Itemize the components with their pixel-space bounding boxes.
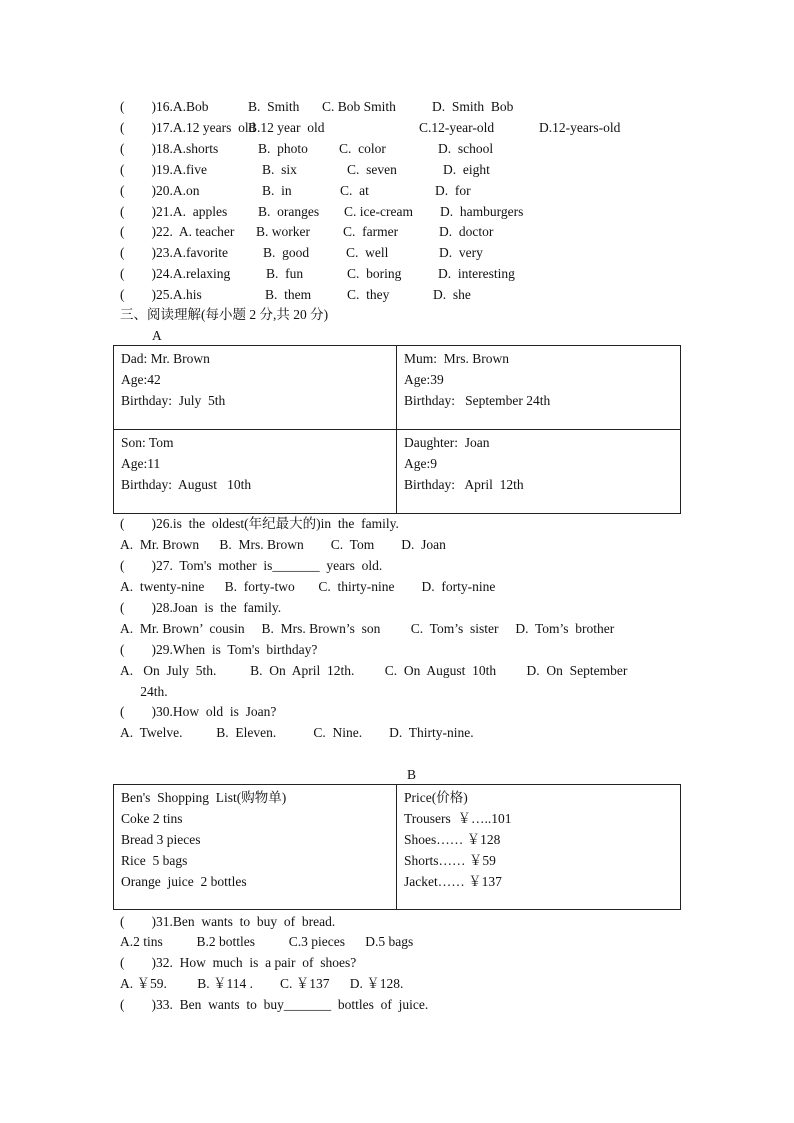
mum-birthday: Birthday: September 24th xyxy=(404,393,551,408)
price-item: Jacket…… ￥137 xyxy=(404,874,502,889)
son-birthday: Birthday: August 10th xyxy=(121,477,252,492)
passage-a-label: A xyxy=(152,328,162,343)
cloze-stem: ( )16.A.Bob xyxy=(120,99,209,114)
mum-name: Mum: Mrs. Brown xyxy=(404,351,510,366)
daughter-birthday: Birthday: April 12th xyxy=(404,477,524,492)
cloze-option-b: B. Smith xyxy=(248,99,300,114)
cloze-option-b: B. fun xyxy=(266,266,304,282)
cloze-option-c: C. color xyxy=(339,140,386,156)
cloze-option-d: D. for xyxy=(435,182,471,198)
options-31: A.2 tins B.2 bottles C.3 pieces D.5 bags xyxy=(120,934,414,949)
shopping-table xyxy=(113,784,681,910)
mum-age: Age:39 xyxy=(404,372,444,387)
daughter-cell xyxy=(397,430,681,514)
cloze-option-b: B. photo xyxy=(258,140,308,156)
dad-cell xyxy=(114,346,397,430)
daughter-name: Daughter: Joan xyxy=(404,435,490,450)
cloze-stem: ( )18.A.shorts xyxy=(120,140,219,156)
cloze-option-c: C. boring xyxy=(347,266,402,282)
price-cell xyxy=(397,785,681,910)
options-29-cont: 24th. xyxy=(120,684,168,699)
cloze-stem: ( )23.A.favorite xyxy=(120,245,228,261)
mum-cell xyxy=(397,346,681,430)
price-item: Trousers ￥…..101 xyxy=(404,811,512,826)
question-32: ( )32. How much is a pair of shoes? xyxy=(120,955,357,970)
shopping-list-cell xyxy=(114,785,397,910)
cloze-option-d: D. very xyxy=(439,245,483,261)
cloze-option-d: D. school xyxy=(438,140,494,156)
son-name: Son: Tom xyxy=(121,435,174,450)
cloze-stem: ( )24.A.relaxing xyxy=(120,266,231,282)
dad-age: Age:42 xyxy=(121,372,161,387)
question-31: ( )31.Ben wants to buy of bread. xyxy=(120,914,336,929)
dad-name: Dad: Mr. Brown xyxy=(121,351,210,366)
shopping-item: Bread 3 pieces xyxy=(121,832,201,847)
section-title: 三、阅读理解(每小题 2 分,共 20 分) xyxy=(120,307,329,322)
options-26: A. Mr. Brown B. Mrs. Brown C. Tom D. Joan xyxy=(120,537,446,552)
cloze-option-d: D. she xyxy=(433,287,471,303)
shopping-item: Coke 2 tins xyxy=(121,811,183,826)
cloze-option-c: C. seven xyxy=(347,161,397,177)
question-29: ( )29.When is Tom's birthday? xyxy=(120,642,318,657)
cloze-option-c: C. well xyxy=(346,245,389,261)
cloze-stem: ( )25.A.his xyxy=(120,287,202,303)
shopping-item: Orange juice 2 bottles xyxy=(121,874,247,889)
shopping-item: Rice 5 bags xyxy=(121,853,188,868)
price-item: Shoes…… ￥128 xyxy=(404,832,501,847)
cloze-option-b: B. six xyxy=(262,161,297,177)
options-27: A. twenty-nine B. forty-two C. thirty-nine D. forty-nine xyxy=(120,579,496,594)
cloze-stem: ( )22. A. teacher xyxy=(120,224,235,240)
options-30: A. Twelve. B. Eleven. C. Nine. D. Thirty-nine. xyxy=(120,725,474,740)
cloze-stem: ( )19.A.five xyxy=(120,161,207,177)
question-30: ( )30.How old is Joan? xyxy=(120,704,277,719)
cloze-option-b: B. in xyxy=(262,182,292,198)
cloze-option-d: D.12-years-old xyxy=(539,119,621,135)
cloze-option-d: D. doctor xyxy=(439,224,494,240)
cloze-option-b: B. good xyxy=(263,245,310,261)
cloze-option-d: D. hamburgers xyxy=(440,203,524,219)
shopping-list-title: Ben's Shopping List(购物单) xyxy=(121,790,287,805)
cloze-stem: ( )20.A.on xyxy=(120,182,200,198)
cloze-option-c: C.12-year-old xyxy=(419,119,495,135)
cloze-option-c: C. farmer xyxy=(343,224,399,240)
question-33: ( )33. Ben wants to buy_______ bottles of juice. xyxy=(120,997,429,1012)
cloze-option-c: C. at xyxy=(340,182,369,198)
cloze-option-d: D. interesting xyxy=(438,266,515,282)
options-32: A. ￥59. B. ￥114 . C. ￥137 D. ￥128. xyxy=(120,976,404,991)
cloze-stem: ( )21.A. apples xyxy=(120,203,228,219)
son-age: Age:11 xyxy=(121,456,161,471)
cloze-option-b: B.12 year old xyxy=(248,119,325,135)
cloze-option-b: B. them xyxy=(265,287,312,303)
price-title: Price(价格) xyxy=(404,790,468,805)
cloze-stem: ( )17.A.12 years old xyxy=(120,119,256,135)
question-27: ( )27. Tom's mother is_______ years old. xyxy=(120,558,383,573)
cloze-option-b: B. worker xyxy=(256,224,310,240)
options-28: A. Mr. Brown’ cousin B. Mrs. Brown’s son C. Tom’s sister D. Tom’s brother xyxy=(120,621,615,636)
cloze-option-d: D. eight xyxy=(443,161,490,177)
daughter-age: Age:9 xyxy=(404,456,437,471)
cloze-option-c: C. ice-cream xyxy=(344,203,413,219)
cloze-option-d: D. Smith Bob xyxy=(432,99,514,114)
cloze-option-c: C. they xyxy=(347,287,390,303)
options-29: A. On July 5th. B. On April 12th. C. On August 10th D. On September xyxy=(120,663,628,678)
passage-b-label: B xyxy=(407,767,417,782)
dad-birthday: Birthday: July 5th xyxy=(121,393,226,408)
question-26: ( )26.is the oldest(年纪最大的)in the family. xyxy=(120,516,399,531)
family-info-table xyxy=(113,345,681,514)
question-28: ( )28.Joan is the family. xyxy=(120,600,282,615)
son-cell xyxy=(114,430,397,514)
price-item: Shorts…… ￥59 xyxy=(404,853,496,868)
cloze-option-b: B. oranges xyxy=(258,203,320,219)
cloze-option-c: C. Bob Smith xyxy=(322,99,396,114)
